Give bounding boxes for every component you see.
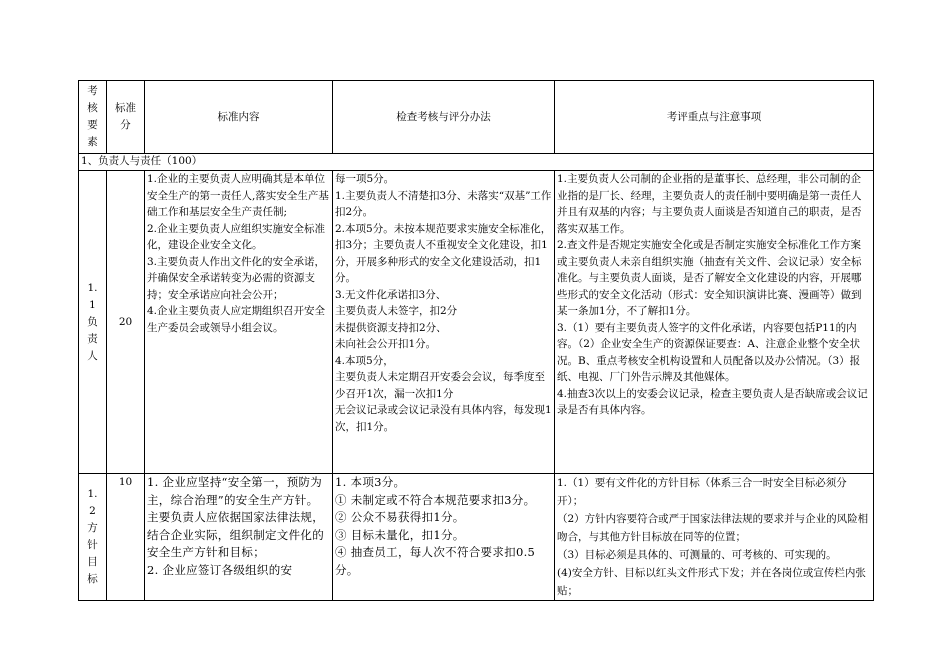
method-line: 3.无文件化承诺扣3分、	[335, 288, 447, 301]
notes-line: 3.（1）要有主要负责人签字的文件化承诺，内容要包括P11的内容。（2）企业安全生产的资源保证要查：A、注意企业整个安全状况。B、重点考核安全机构设置和人员配备以及办公情况。（3）报纸、电视、厂门外告示牌及其他媒体。	[557, 321, 861, 383]
content-line: 1. 企业应坚持“安全第一，预防为主，综合治理”的安全生产方针。主要负责人应依据国家法律法规，结合企业实际，组织制定文件化的安全生产方针和目标；	[147, 475, 324, 559]
header-row	[79, 81, 874, 154]
header-method: 检查考核与评分办法	[333, 81, 555, 154]
content-line: 2.企业主要负责人应组织实施安全标准化，建设企业安全文化。	[147, 222, 326, 251]
method-cell	[333, 474, 555, 601]
method-line: 未提供资源支持扣2分、	[335, 321, 447, 334]
notes-line: 1.主要负责人公司制的企业指的是董事长、总经理，非公司制的企业指的是厂长、经理，主要负责人的责任制中要明确是第一责任人并且有双基的内容；与主要负责人面谈是否知道自己的职责，是否落实双基工作。	[557, 173, 862, 235]
method-line: ④ 抽查员工，每人次不符合要求扣0.5分。	[335, 545, 536, 577]
method-line: 主要负责人未签字，扣2分	[335, 305, 458, 317]
method-line: ① 未制定或不符合本规范要求扣3分。	[335, 492, 536, 507]
section-row	[79, 154, 874, 171]
method-line: ② 公众不易获得扣1分。	[335, 510, 465, 524]
table-row	[79, 474, 874, 601]
notes-cell	[555, 474, 874, 601]
assessment-table	[78, 80, 874, 601]
notes-line: (4)安全方针、目标以红头文件形式下发；并在各岗位或宣传栏内张贴；	[557, 567, 866, 597]
notes-line: （3）目标必须是具体的、可测量的、可考核的、可实现的。	[557, 549, 837, 561]
header-score: 标准分	[107, 81, 145, 154]
method-line: 未向社会公开扣1分。	[335, 338, 437, 350]
notes-cell	[555, 171, 874, 474]
method-line: 1. 本项3分。	[335, 475, 406, 489]
notes-line: 1.（1）要有文件化的方针目标（体系三合一时安全目标必须分开）；	[557, 477, 847, 507]
method-line: 2.本项5分。未按本规范要求实施安全标准化，扣3分；主要负责人不重视安全文化建设，扣1分，开展多种形式的安全文化建设活动，扣1分。	[335, 222, 552, 284]
score-cell: 20	[107, 171, 145, 474]
content-line: 2. 企业应签订各级组织的安	[147, 562, 293, 577]
notes-line: 4.抽查3次以上的安委会议记录，检查主要负责人是否缺席或会议记录是否有具体内容。	[557, 387, 868, 416]
method-line: ③ 目标未量化，扣1分。	[335, 527, 465, 542]
header-notes: 考评重点与注意事项	[555, 81, 874, 154]
content-cell	[145, 171, 333, 474]
method-line: 4.本项5分，	[335, 354, 394, 367]
content-line: 4.企业主要负责人应定期组织召开安全生产委员会或领导小组会议。	[147, 305, 326, 334]
table-row	[79, 171, 874, 474]
element-cell: 1.2方针目标	[79, 474, 107, 601]
header-content: 标准内容	[145, 81, 333, 154]
score-cell: 10	[107, 474, 145, 601]
notes-line: 2.查文件是否规定实施安全化或是否制定实施安全标准化工作方案或主要负责人未亲自组织实施（抽查有关文件、会议记录）安全标准化。与主要负责人面谈，是否了解安全文化建设的内容，开展哪些形式的安全文化活动（形式：安全知识演讲比赛、漫画等）做到某一条加1分，不了解扣1分。	[557, 239, 862, 317]
content-line: 3.主要负责人作出文件化的安全承诺，并确保安全承诺转变为必需的资源支持；安全承诺应向社会公开；	[147, 255, 326, 301]
method-line: 无会议记录或会议记录没有具体内容，每发现1次，扣1分。	[335, 404, 552, 433]
header-element: 考核要素	[79, 81, 107, 154]
method-cell	[333, 171, 555, 474]
method-line: 1.主要负责人不清楚扣3分、未落实“双基”工作扣2分。	[335, 189, 552, 218]
content-line: 1.企业的主要负责人应明确其是本单位安全生产的第一责任人,落实安全生产基础工作和基层安全生产责任制;	[147, 173, 329, 218]
notes-line: （2）方针内容要符合或严于国家法律法规的要求并与企业的风险相吻合，与其他方针目标放在同等的位置；	[557, 513, 869, 543]
content-cell	[145, 474, 333, 601]
element-cell: 1.1负责人	[79, 171, 107, 474]
section-title: 1、负责人与责任（100）	[79, 154, 874, 171]
method-line: 每一项5分。	[335, 173, 395, 185]
method-line: 主要负责人未定期召开安委会会议，每季度至少召开1次，漏一次扣1分	[335, 371, 545, 400]
